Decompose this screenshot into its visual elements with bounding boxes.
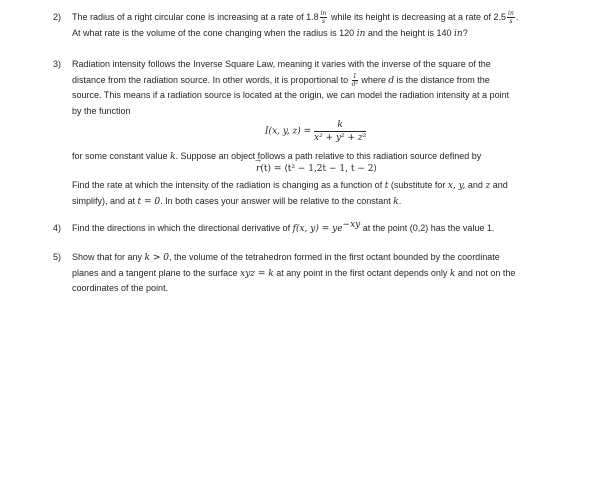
problem-body (72, 250, 588, 297)
text: and not on the (455, 267, 516, 278)
problem-body (72, 178, 588, 209)
math-expression: xyz = k (240, 268, 274, 279)
height-value: 140 (436, 27, 452, 38)
problem-number: 3) (53, 59, 62, 69)
rate-unit-fraction: $\frac{in}{s}$ (320, 10, 327, 26)
unit: in (454, 28, 463, 39)
math-variable: d (388, 75, 395, 86)
exponent: −xy (342, 220, 361, 230)
inverse-square-fraction: $\frac{1}{\text{d²}}$ (351, 72, 358, 88)
text-line: Radiation intensity follows the Inverse Square Law, meaning it varies with the inverse of the square of the (72, 59, 491, 69)
text-line (72, 73, 588, 89)
math-variable: k (170, 152, 176, 162)
numerator: k (314, 120, 366, 132)
text: at the point (0,2) has the value 1. (360, 223, 495, 233)
text-line (72, 221, 588, 237)
text: Find the directions in which the directional derivative of (72, 223, 293, 233)
path-equation (256, 164, 377, 174)
text-line (72, 266, 588, 282)
math-variable: z (485, 181, 491, 191)
math-variable: k (393, 196, 399, 207)
text: at any point in the first octant depends only (273, 267, 450, 278)
text: ? (462, 27, 468, 38)
text: At what rate is the volume of the cone changing when the radius is (72, 27, 340, 38)
text: , the volume of the tetrahedron formed in the first octant bounded by the coordinate (169, 252, 500, 262)
problem-body (72, 10, 588, 41)
problem-number: 4) (53, 223, 62, 233)
math-expression: t = 0 (137, 196, 161, 207)
path-expression: (t) = ⟨t² − 1,2t − 1, t − 2⟩ (260, 164, 377, 174)
text-line: by the function (72, 105, 131, 116)
text: for some constant value (72, 151, 171, 161)
math-variable: t (384, 181, 389, 191)
text-line: source. This means if a radiation source is located at the origin, we can model the radiation intensity at a point (72, 90, 510, 100)
denominator: x² + y² + z² (314, 133, 367, 143)
text: distance from the radiation source. In other words, it is proportional to (72, 74, 351, 85)
text: and (465, 180, 486, 190)
problem-number: 5) (53, 252, 62, 262)
text: and (490, 180, 508, 190)
text-line (72, 26, 588, 42)
equation-lhs: I(x, y, z) = (265, 126, 312, 137)
text-line (72, 10, 588, 26)
text-line: coordinates of the point. (72, 283, 169, 293)
text: . Suppose an object follows a path relative to this radiation source defined by (175, 151, 482, 161)
problem-body (72, 221, 588, 237)
rate-value: 2.5 (493, 12, 507, 22)
text: while its height is decreasing at a rate of (328, 12, 494, 22)
function-expression: f(x, y) = ye (292, 224, 343, 234)
text: . In both cases your answer will be relative to the constant (160, 195, 394, 206)
math-variable: x, y, (447, 181, 466, 191)
text: The radius of a right circular cone is increasing at a rate of (72, 12, 307, 22)
problem-number: 2) (53, 12, 62, 22)
intensity-equation (265, 120, 366, 143)
rate-unit-fraction: $\frac{in}{s}$ (508, 10, 514, 26)
text-line (72, 149, 588, 165)
text: (substitute for (388, 180, 448, 190)
math-expression: k > 0 (144, 253, 169, 263)
text-line (72, 250, 588, 266)
text: Find the rate at which the intensity of the radiation is changing as a function of (72, 180, 385, 190)
text: simplify), and at (72, 195, 138, 206)
text: is the distance from the (394, 74, 490, 85)
text: Show that for any (72, 252, 145, 262)
problem-body (72, 149, 588, 165)
text: . (515, 12, 519, 22)
equation-fraction (314, 120, 366, 143)
text: planes and a tangent plane to the surface (72, 267, 241, 278)
text: . (398, 195, 402, 206)
vector-r: → r (256, 164, 260, 174)
problem-body (72, 57, 588, 119)
text: and the height is (365, 27, 437, 38)
rate-value: 1.8 (306, 12, 319, 22)
text-line (72, 194, 588, 210)
unit: in (356, 28, 366, 39)
radius-value: 120 (339, 27, 355, 38)
text-line (72, 178, 588, 194)
text: where (358, 74, 389, 85)
math-variable: k (449, 268, 456, 279)
